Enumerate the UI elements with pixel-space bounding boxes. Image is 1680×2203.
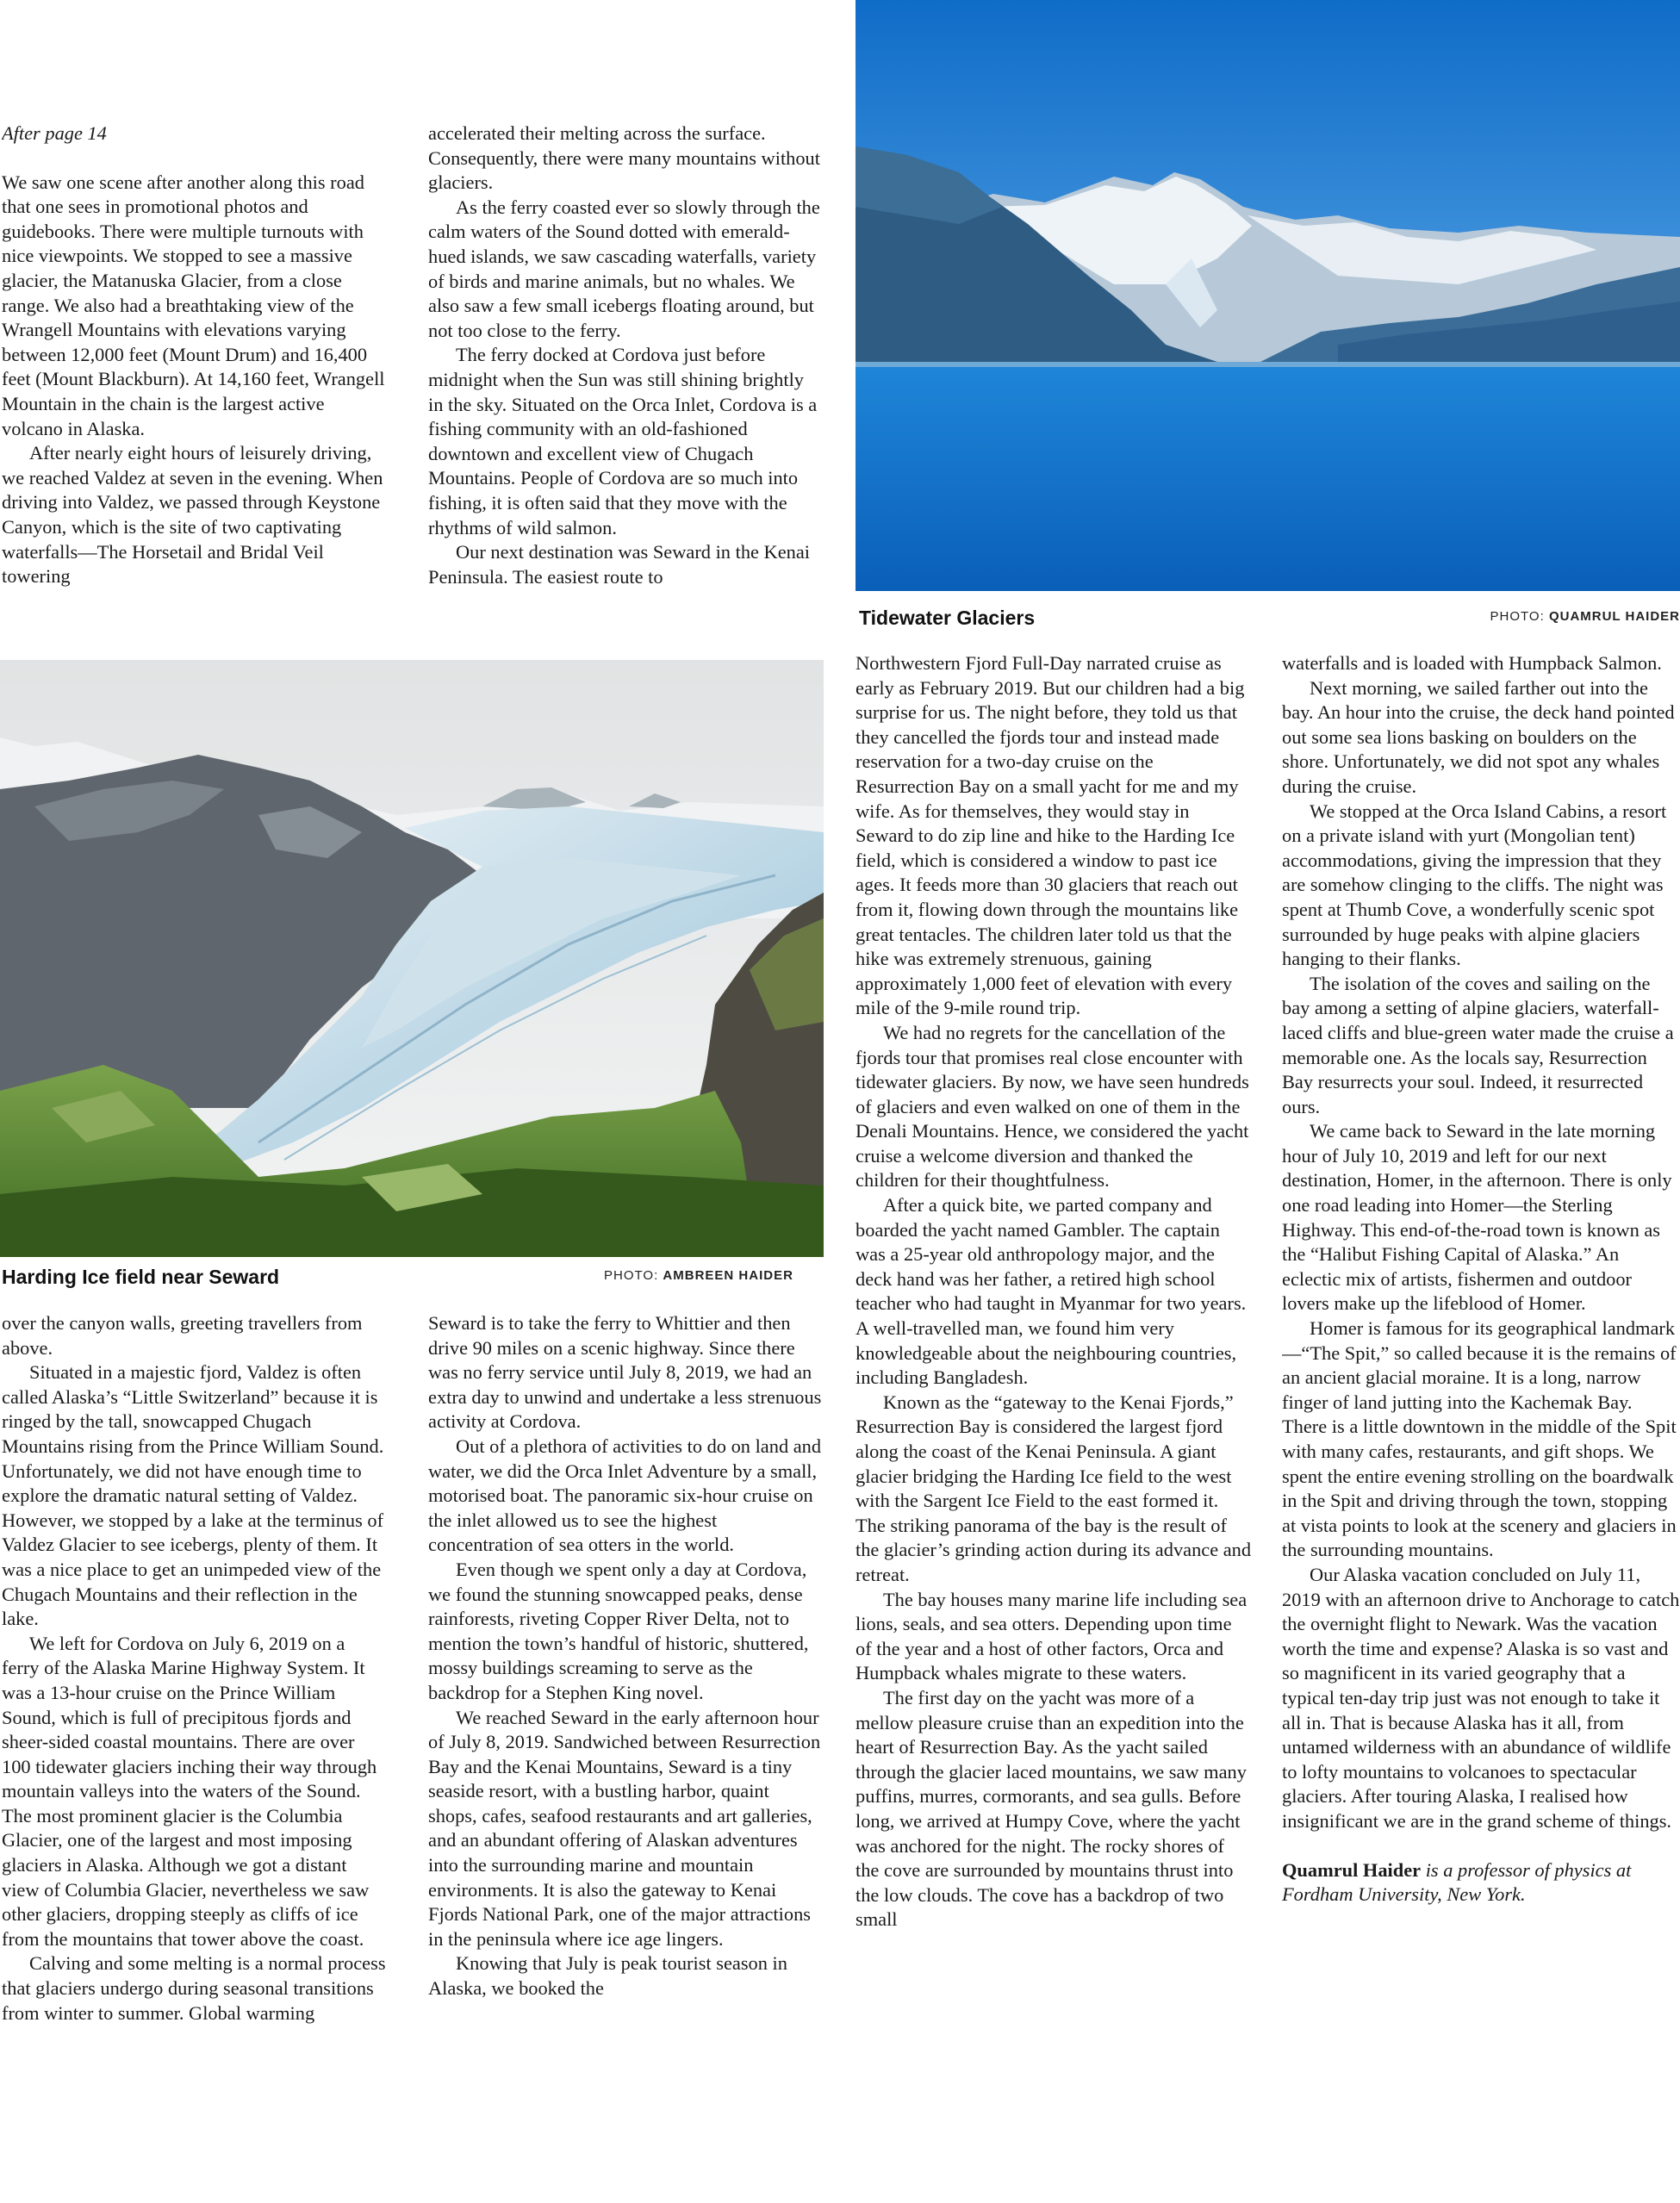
continuation-kicker: After page 14 [2,122,107,144]
paragraph: We reached Seward in the early afternoon hour of July 8, 2019. Sandwiched between Resurrection Bay and the Kenai Mountains, Seward is a tiny seaside resort, with a bustling harbor, quaint shops, cafes, seafood restaurants and art galleries, and an abundant offering of Alaskan adventures into the surrounding marine and mountain environments. It is also the gateway to Kenai Fjords National Park, one of the major attractions in the peninsula where ice age lingers. [428,1706,821,1950]
paragraph: Knowing that July is peak tourist season in Alaska, we booked the [428,1952,787,2000]
harding-icefield-image [0,660,824,1257]
paragraph: Even though we spent only a day at Cordova, we found the stunning snowcapped peaks, dense rainforests, riveting Copper River Delta, not to mention the town’s handful of historic, shuttered, mossy buildings screaming to serve as the backdrop for a Stephen King novel. [428,1558,809,1703]
paragraph: Calving and some melting is a normal process that glaciers undergo during seasonal transitions from winter to summer. Global warming [2,1952,386,2024]
photo-credit [1490,609,1680,624]
column-1-bottom [2,1311,386,2203]
paragraph: waterfalls and is loaded with Humpback Salmon. [1282,652,1662,674]
paragraph: Out of a plethora of activities to do on land and water, we did the Orca Inlet Adventure by a small, motorised boat. The panoramic six-hour cruise on the inlet allowed us to see the highest concentration of sea otters in the world. [428,1434,822,1556]
column-1-top [2,121,386,644]
column-3 [856,651,1252,2203]
paragraph: The bay houses many marine life including sea lions, seals, and sea otters. Depending upon time of the year and a host of other factors, Orca and Humpback whales migrate to these waters. [856,1588,1248,1684]
paragraph: Our next destination was Seward in the Kenai Peninsula. The easiest route to [428,541,811,588]
paragraph: We came back to Seward in the late morning hour of July 10, 2019 and left for our next destination, Homer, in the afternoon. There is only one road leading into Homer—the Sterling Highway. This end-of-the-road town is known as the “Halibut Fishing Capital of Alaska.” An eclectic mix of artists, fishermen and outdoor lovers make up the lifeblood of Homer. [1282,1120,1672,1315]
author-name: Quamrul Haider [1282,1858,1422,1881]
paragraph: Situated in a majestic fjord, Valdez is often called Alaska’s “Little Switzerland” because it is ringed by the tall, snowcapped Chugach Mountains rising from the Prince William Sound. Unfortunately, we did not have enough time to explore the dramatic natural setting of Valdez. However, we stopped by a lake at the terminus of Valdez Glacier to see icebergs, plenty of them. It was a nice place to get an unimpeded view of the Chugach Mountains and their reflection in the lake. [2,1361,384,1630]
tidewater-glaciers-image [856,0,1680,591]
harding-icefield-photo [0,660,824,1257]
photo-caption: Tidewater Glaciers [859,607,1036,629]
column-2-top [428,121,823,644]
tidewater-glaciers-photo [856,0,1680,591]
paragraph: We left for Cordova on July 6, 2019 on a ferry of the Alaska Marine Highway System. It was a 13-hour cruise on the Prince William Sound, which is full of precipitous fjords and sheer-sided coastal mountains. There are over 100 tidewater glaciers inching their way through mountain valleys into the waters of the Sound. The most prominent glacier is the Columbia Glacier, one of the largest and most imposing glaciers in Alaska. Although we got a distant view of Columbia Glacier, nevertheless we saw other glaciers, dropping steeply as cliffs of ice from the mountains that tower above the coast. [2,1632,377,1950]
paragraph: Homer is famous for its geographical landmark—“The Spit,” so called because it is the remains of an ancient glacial moraine. It is a long, narrow finger of land jutting into the Kachemak Bay. There is a little downtown in the middle of the Spit with many cafes, restaurants, and gift shops. We spent the entire evening strolling on the boardwalk in the Spit and driving through the town, stopping at vista points to look at the scenery and glaciers in the surrounding mountains. [1282,1317,1677,1561]
photo-caption: Harding Ice field near Seward [2,1266,280,1288]
paragraph: Known as the “gateway to the Kenai Fjords,” Resurrection Bay is considered the largest fjord along the coast of the Kenai Peninsula. A giant glacier bridging the Harding Ice field to the west with the Sargent Ice Field to the east formed it. The striking panorama of the bay is the result of the glacier’s grinding action during its advance and retreat. [856,1391,1252,1585]
paragraph: The first day on the yacht was more of a mellow pleasure cruise than an expedition into the heart of Resurrection Bay. As the yacht sailed through the glacier laced mountains, we saw many puffins, murres, cormorants, and sea gulls. Before long, we arrived at Humpy Cove, where the yacht was anchored for the night. The rocky shores of the cove are surrounded by mountains thrust into the low clouds. The cove has a backdrop of two small [856,1686,1247,1931]
paragraph: We saw one scene after another along this road that one sees in promotional photos and guidebooks. There were multiple turnouts with nice viewpoints. We stopped to see a massive glacier, the Matanuska Glacier, from a close range. We also had a breathtaking view of the Wrangell Mountains with elevations varying between 12,000 feet (Mount Drum) and 16,400 feet (Mount Blackburn). At 14,160 feet, Wrangell Mountain in the chain is the largest active volcano in Alaska. [2,171,385,439]
photo-credit-label: PHOTO: [604,1268,659,1283]
paragraph: Our Alaska vacation concluded on July 11, 2019 with an afternoon drive to Anchorage to catch the overnight flight to Newark. Was the vacation worth the time and expense? Alaska is so vast and so magnificent in its varied geography that a typical ten-day trip just was not enough to take it all in. That is because Alaska has it all, from untamed wilderness with an abundance of wildlife to lofty mountains to volcanoes to spectacular glaciers. After touring Alaska, I realised how insignificant we are in the grand scheme of things. [1282,1563,1680,1832]
paragraph: We had no regrets for the cancellation of the fjords tour that promises real close encounter with tidewater glaciers. By now, we have seen hundreds of glaciers and even walked on one of them in the Denali Mountains. Hence, we considered the yacht cruise a welcome diversion and thanked the children for their thoughtfulness. [856,1021,1249,1192]
photo-credit-name: AMBREEN HAIDER [663,1268,793,1283]
author-byline [1282,1858,1680,1907]
paragraph: Northwestern Fjord Full-Day narrated cruise as early as February 2019. But our children had a big surprise for us. The night before, they told us that they cancelled the fjords tour and instead made reservation for a two-day cruise on the Resurrection Bay on a small yacht for me and my wife. As for themselves, they would stay in Seward to do zip line and hike to the Harding Ice field, which is considered a window to past ice ages. It feeds more than 30 glaciers that reach out from it, flowing down through the mountains like great tentacles. The children later told us that the hike was extremely strenuous, gaining approximately 1,000 feet of elevation with every mile of the 9-mile round trip. [856,652,1245,1019]
paragraph: The isolation of the coves and sailing on the bay among a setting of alpine glaciers, waterfall-laced cliffs and blue-green water made the cruise a memorable one. As the locals say, Resurrection Bay resurrects your soul. Indeed, it resurrected ours. [1282,972,1674,1117]
column-4 [1282,651,1680,2203]
column-2-bottom [428,1311,823,2203]
paragraph: We stopped at the Orca Island Cabins, a resort on a private island with yurt (Mongolian tent) accommodations, giving the impression that they are somehow clinging to the cliffs. The night was spent at Thumb Cove, a wonderfully scenic spot surrounded by huge peaks with alpine glaciers hanging to their flanks. [1282,800,1667,970]
paragraph: As the ferry coasted ever so slowly through the calm waters of the Sound dotted with emerald-hued islands, we saw cascading waterfalls, variety of birds and marine animals, but no whales. We also saw a few small icebergs floating around, but not too close to the ferry. [428,196,820,341]
photo-credit-name: QUAMRUL HAIDER [1548,609,1680,624]
author-bio: is a professor of physics at Fordham University, New York. [1282,1858,1632,1906]
photo-credit [604,1268,793,1283]
paragraph: After nearly eight hours of leisurely driving, we reached Valdez at seven in the evening. When driving into Valdez, we passed through Keystone Canyon, which is the site of two captivating waterfalls—The Horsetail and Bridal Veil towering [2,442,383,588]
paragraph: The ferry docked at Cordova just before midnight when the Sun was still shining brightly in the sky. Situated on the Orca Inlet, Cordova is a fishing community with an old-fashioned downtown and excellent view of Chugach Mountains. People of Cordova are so much into fishing, it is often said that they move with the rhythms of wild salmon. [428,344,818,538]
paragraph: Seward is to take the ferry to Whittier and then drive 90 miles on a scenic highway. Since there was no ferry service until July 8, 2019, we had an extra day to unwind and undertake a less strenuous activity at Cordova. [428,1312,822,1433]
photo-credit-label: PHOTO: [1490,609,1545,624]
paragraph: Next morning, we sailed farther out into the bay. An hour into the cruise, the deck hand pointed out some sea lions basking on boulders on the shore. Unfortunately, we did not spot any whales during the cruise. [1282,676,1675,797]
paragraph: accelerated their melting across the surface. Consequently, there were many mountains without glaciers. [428,122,820,194]
paragraph: over the canyon walls, greeting travellers from above. [2,1312,363,1359]
paragraph: After a quick bite, we parted company and boarded the yacht named Gambler. The captain was a 25-year old anthropology major, and the deck hand was her father, a retired high school teacher who had taught in Myanmar for two years. A well-travelled man, we found him very knowledgeable about the neighbouring countries, including Bangladesh. [856,1194,1247,1389]
